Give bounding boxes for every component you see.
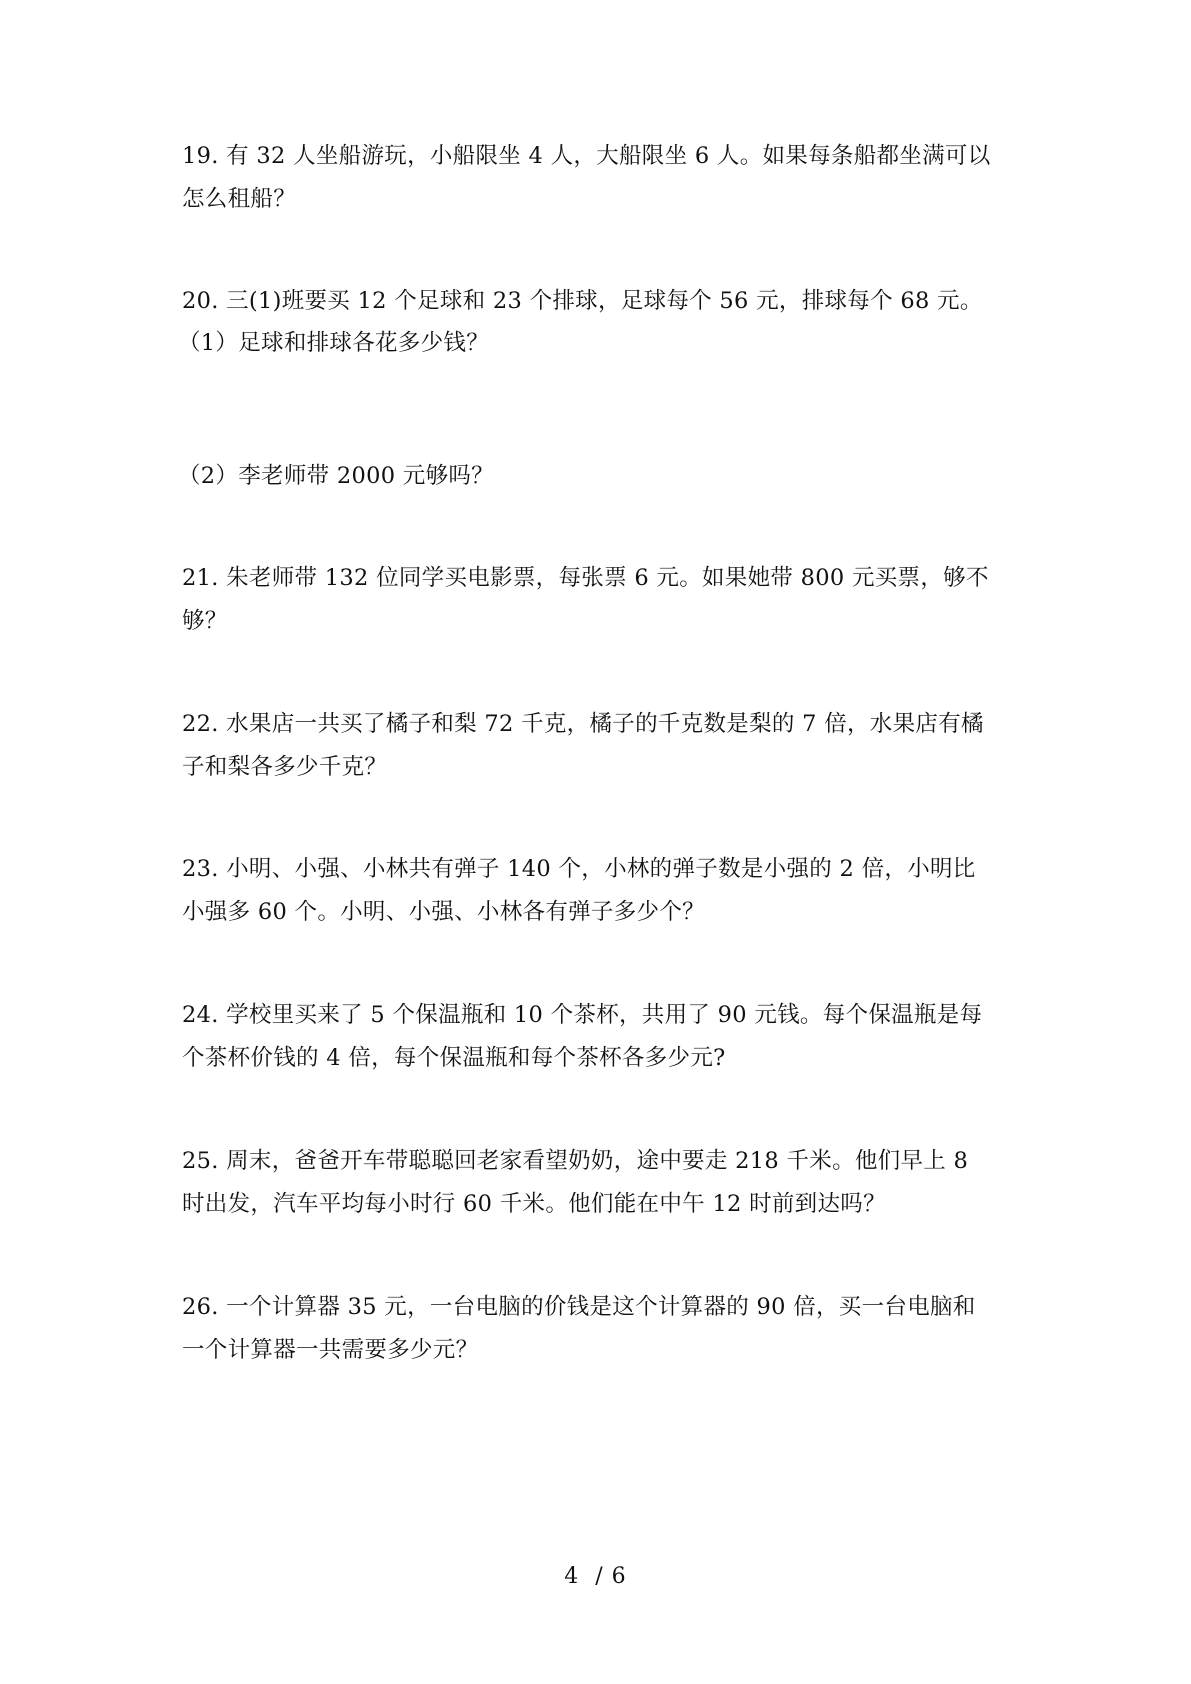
question-21-line-2: 够？	[182, 608, 228, 634]
page-number-indicator: 4 / 6	[564, 1564, 627, 1589]
question-23-line-1: 23. 小明、小强、小林共有弹子 140 个，小林的弹子数是小强的 2 倍，小明比	[182, 856, 976, 882]
question-25-line-1: 25. 周末，爸爸开车带聪聪回老家看望奶奶，途中要走 218 千米。他们早上 8	[182, 1148, 969, 1174]
question-21-line-1: 21. 朱老师带 132 位同学买电影票，每张票 6 元。如果她带 800 元买票，够不	[182, 565, 989, 591]
question-22-line-2: 子和梨各多少千克？	[182, 754, 388, 780]
question-26-line-2: 一个计算器一共需要多少元？	[182, 1337, 479, 1363]
question-20-sub-2: （2）李老师带 2000 元够吗？	[178, 463, 494, 489]
question-19-line-1: 19. 有 32 人坐船游玩，小船限坐 4 人，大船限坐 6 人。如果每条船都坐满可以	[182, 143, 991, 169]
question-24-line-1: 24. 学校里买来了 5 个保温瓶和 10 个茶杯，共用了 90 元钱。每个保温瓶是每	[182, 1002, 983, 1028]
question-23-line-2: 小强多 60 个。小明、小强、小林各有弹子多少个？	[182, 899, 705, 925]
question-26-line-1: 26. 一个计算器 35 元，一台电脑的价钱是这个计算器的 90 倍，买一台电脑和	[182, 1294, 976, 1320]
question-20-line-1: 20. 三(1)班要买 12 个足球和 23 个排球，足球每个 56 元，排球每个 68 元。	[182, 288, 983, 314]
question-22-line-1: 22. 水果店一共买了橘子和梨 72 千克，橘子的千克数是梨的 7 倍，水果店有橘	[182, 711, 984, 737]
question-20-sub-1: （1）足球和排球各花多少钱？	[178, 330, 490, 356]
question-19-line-2: 怎么租船？	[182, 186, 297, 212]
question-24-line-2: 个茶杯价钱的 4 倍，每个保温瓶和每个茶杯各多少元?	[182, 1045, 726, 1071]
question-25-line-2: 时出发，汽车平均每小时行 60 千米。他们能在中午 12 时前到达吗？	[182, 1191, 886, 1217]
